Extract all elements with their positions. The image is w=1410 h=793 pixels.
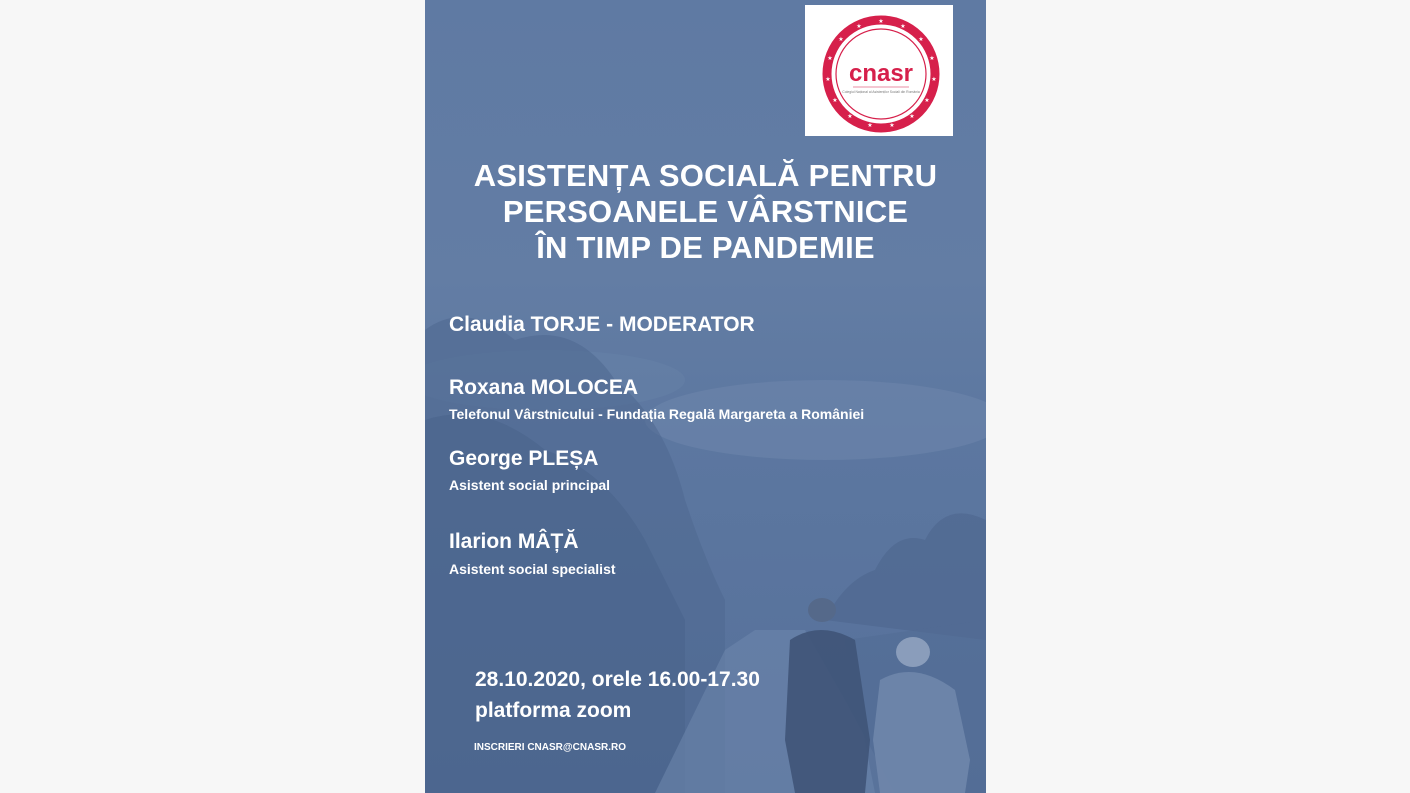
speaker-role: Asistent social principal <box>449 477 611 493</box>
svg-text:★: ★ <box>878 18 884 25</box>
svg-text:★: ★ <box>847 113 853 120</box>
event-title <box>425 158 986 266</box>
speaker-role: Telefonul Vârstnicului - Fundația Regală Margareta a României <box>449 406 865 422</box>
svg-text:★: ★ <box>931 76 937 83</box>
svg-text:★: ★ <box>918 36 924 43</box>
title-line-2: PERSOANELE VÂRSTNICE <box>502 194 909 229</box>
speaker-role: Asistent social specialist <box>449 561 616 577</box>
cnasr-logo-box <box>805 5 953 136</box>
speaker-name: George PLEȘA <box>449 447 599 470</box>
svg-text:★: ★ <box>889 122 895 129</box>
svg-text:★: ★ <box>909 113 915 120</box>
event-poster <box>425 0 986 793</box>
svg-text:★: ★ <box>924 97 930 104</box>
svg-text:★: ★ <box>838 36 844 43</box>
title-line-1: ASISTENȚA SOCIALĂ PENTRU <box>473 158 938 193</box>
moderator-name: Claudia TORJE - MODERATOR <box>449 313 755 336</box>
cnasr-logo-icon <box>805 5 953 136</box>
registration-email: INSCRIERI CNASR@CNASR.RO <box>474 742 626 753</box>
svg-text:★: ★ <box>827 55 833 62</box>
title-line-3: ÎN TIMP DE PANDEMIE <box>536 230 875 265</box>
speaker-name: Roxana MOLOCEA <box>449 376 639 399</box>
svg-text:★: ★ <box>825 76 831 83</box>
logo-wordmark: cnasr <box>848 60 914 87</box>
svg-text:★: ★ <box>900 23 906 30</box>
svg-text:★: ★ <box>929 55 935 62</box>
svg-text:★: ★ <box>832 97 838 104</box>
svg-text:★: ★ <box>856 23 862 30</box>
event-date-time: 28.10.2020, orele 16.00-17.30 <box>475 668 760 691</box>
speaker-name: Ilarion MÂȚĂ <box>449 530 579 553</box>
event-platform: platforma zoom <box>475 699 632 722</box>
logo-tagline: Colegiul Național al Asistenților Sociali din România <box>842 90 920 94</box>
svg-text:★: ★ <box>867 122 873 129</box>
